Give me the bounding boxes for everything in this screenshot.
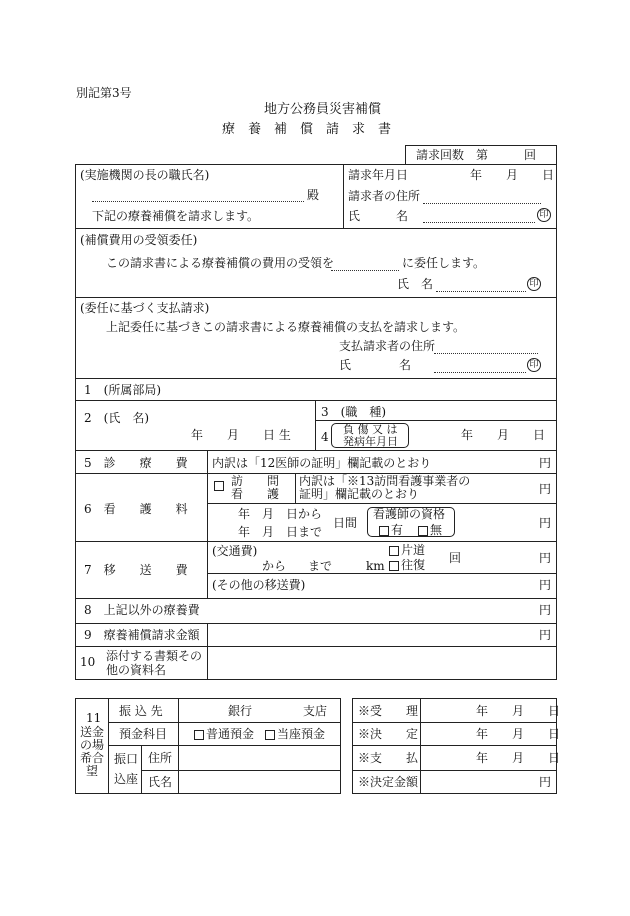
delegation-heading: (補償費用の受領委任) [80, 233, 198, 247]
remittance-vertical-label: 送金 の場 希合 望 [80, 725, 105, 778]
payment-text: 上記委任に基づきこの請求書による療養補償の支払を請求します。 [106, 320, 466, 334]
request-text: 下記の療養補償を請求します。 [92, 209, 260, 223]
row-occupation: 3 (職 種) [321, 405, 386, 419]
claimant-name-label: 氏 名 [348, 209, 409, 223]
other-transport-label: (その他の移送費) [212, 578, 306, 592]
delegation-name-field[interactable] [436, 291, 526, 292]
qualification-no-checkbox[interactable] [418, 526, 428, 536]
yen-label: 円 [539, 456, 552, 470]
oneway-label: 片道 [401, 543, 426, 557]
qualification-no-label: 無 [430, 523, 443, 537]
ordinary-deposit-label: 普通預金 [206, 727, 255, 741]
account-label-b: 込座 [114, 772, 139, 786]
row-department: 1 (所属部局) [84, 383, 161, 397]
injury-label-b: 発病年月日 [343, 435, 398, 448]
decision-date: 年 月 日 [476, 727, 561, 741]
nursing-to-date: 年 月 日まで [238, 525, 323, 539]
nursing-from-date: 年 月 日から [238, 507, 323, 521]
form-subtitle: 療 養 補 償 請 求 書 [222, 122, 392, 137]
row-other-medical: 8 上記以外の療養費 [84, 603, 200, 617]
row-transport-fee: 7 移 送 費 [84, 563, 188, 577]
visit-nursing-checkbox[interactable] [214, 481, 224, 491]
seal-icon: 印 [527, 277, 541, 291]
agency-head-field[interactable] [92, 201, 304, 202]
row-attachments-num: 10 [80, 655, 96, 669]
form-title: 地方公務員災害補償 [264, 102, 382, 117]
branch-label: 支店 [303, 704, 328, 718]
row-claim-amount: 9 療養補償請求金額 [84, 628, 200, 642]
claimant-address-field[interactable] [423, 203, 541, 204]
form-number: 別記第3号 [76, 86, 132, 100]
nursing-note-b: 証明」欄記載のとおり [299, 487, 420, 501]
claimant-name-field[interactable] [423, 222, 535, 223]
remittance-num: 11 [86, 711, 102, 725]
roundtrip-label: 往復 [401, 558, 426, 572]
delegation-text-after: に委任します。 [402, 256, 486, 270]
claim-date-ymd: 年 月 日 [470, 168, 555, 182]
paid-date: 年 月 日 [476, 751, 561, 765]
account-type-label: 預金科目 [119, 727, 168, 741]
qualification-yes-label: 有 [391, 523, 404, 537]
payer-name-field[interactable] [434, 372, 526, 373]
visit-nursing-b: 看 護 [231, 487, 280, 501]
transport-km: km [366, 559, 385, 573]
claimant-address-label: 請求者の住所 [348, 189, 421, 203]
delegation-text-before: この請求書による療養補償の費用の受領を [106, 256, 335, 270]
qualification-yes-checkbox[interactable] [379, 526, 389, 536]
row-injury-num: 4 [321, 430, 329, 444]
current-deposit-checkbox[interactable] [265, 730, 275, 740]
seal-icon: 印 [537, 208, 551, 222]
row-medical-fee: 5 診 療 費 [84, 456, 188, 470]
attachments-label-b: 他の資料名 [106, 663, 167, 677]
transfer-dest-label: 振 込 先 [119, 704, 163, 718]
receipt-label: ※受 理 [358, 704, 419, 718]
oneway-checkbox[interactable] [389, 546, 399, 556]
yen-label: 円 [539, 603, 552, 617]
nurse-qualification-label: 看護師の資格 [373, 507, 446, 521]
injury-label-a: 負 傷 又 は [343, 423, 398, 436]
yen-label: 円 [539, 775, 552, 789]
account-address-label: 住所 [148, 751, 173, 765]
delegation-name-label: 氏 名 [397, 277, 434, 291]
claim-count-label: 請求回数 第 回 [416, 148, 537, 162]
yen-label: 円 [539, 578, 552, 592]
delegate-field[interactable] [331, 270, 399, 271]
row-nursing-fee: 6 看 護 料 [84, 502, 188, 516]
transport-times: 回 [449, 551, 462, 565]
decision-label: ※決 定 [358, 727, 419, 741]
payer-address-label: 支払請求者の住所 [339, 339, 436, 353]
bank-label: 銀行 [228, 704, 253, 718]
yen-label: 円 [539, 551, 552, 565]
row-name: 2 (氏 名) [84, 411, 149, 425]
paid-label: ※支 払 [358, 751, 419, 765]
current-deposit-label: 当座預金 [277, 727, 326, 741]
transport-to: まで [308, 559, 333, 573]
nursing-days: 日間 [333, 516, 358, 530]
account-name-label: 氏名 [148, 775, 173, 789]
yen-label: 円 [539, 482, 552, 496]
medical-fee-note: 内訳は「12医師の証明」欄記載のとおり [212, 456, 432, 470]
claim-date-label: 請求年月日 [348, 168, 409, 182]
ordinary-deposit-checkbox[interactable] [194, 730, 204, 740]
injury-date: 年 月 日 [461, 428, 546, 442]
nursing-note-a: 内訳は「※13訪問看護事業者の [299, 474, 471, 488]
payer-address-field[interactable] [434, 353, 538, 354]
dono-label: 殿 [307, 188, 320, 202]
transport-from: から [262, 559, 287, 573]
account-label-a: 振口 [114, 752, 139, 766]
attachments-label-a: 添付する書類その [106, 649, 203, 663]
decided-amount-label: ※決定金額 [358, 775, 419, 789]
roundtrip-checkbox[interactable] [389, 561, 399, 571]
transport-heading: (交通費) [212, 544, 258, 558]
birth-date: 年 月 日 生 [191, 428, 291, 442]
visit-nursing-a: 訪 問 [231, 474, 280, 488]
seal-icon: 印 [527, 358, 541, 372]
receipt-date: 年 月 日 [476, 704, 561, 718]
agency-head-label: (実施機関の長の職氏名) [80, 168, 210, 182]
yen-label: 円 [539, 628, 552, 642]
payer-name-label: 氏 名 [339, 358, 412, 372]
yen-label: 円 [539, 516, 552, 530]
payment-heading: (委任に基づく支払請求) [80, 301, 210, 315]
